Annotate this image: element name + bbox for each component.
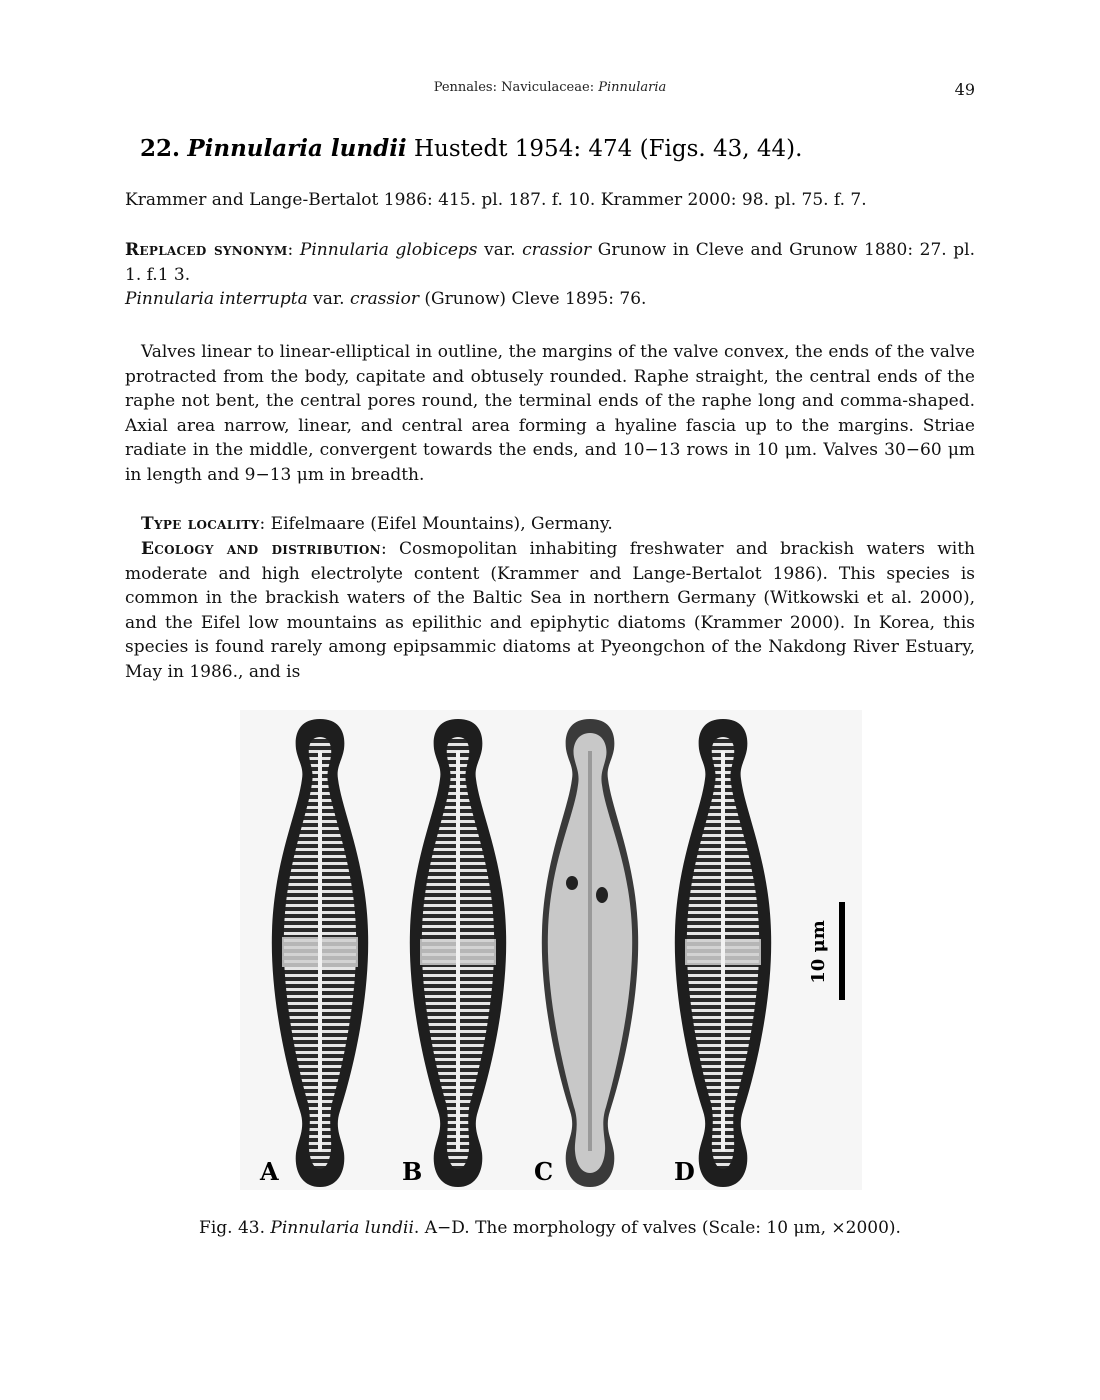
species-name: Pinnularia lundii [187, 135, 407, 162]
panel-label-c: C [534, 1157, 554, 1186]
references: Krammer and Lange-Bertalot 1986: 415. pl. 187. f. 10. Krammer 2000: 98. pl. 75. f. 7. [125, 190, 867, 210]
ecology-paragraph: Ecology and distribution: Cosmopolitan inhabiting freshwater and brackish waters with moderate and high electrolyte content (Krammer and Lange-Bertalot 1986). This species is common in the brackish waters of the Baltic Sea in northern Germany (Witkowski et al. 2000), and the Eifel low mountains as epilithic and epiphytic diatoms (Krammer 2000). In Korea, this species is found rarely among epipsammic diatoms at Pyeongchon of the Nakdong River Estuary, May in 1986., and is [125, 539, 975, 682]
synonym-2-var-name: crassior [349, 289, 419, 309]
species-authority: Hustedt 1954: 474 (Figs. 43, 44). [413, 136, 803, 162]
replaced-synonym: Replaced synonym: Pinnularia globiceps var. crassior Grunow in Cleve and Grunow 1880: 27. pl. 1. f.1 3. Pinnularia interrupta var. crassior (Grunow) Cleve 1895: 76. [125, 240, 975, 309]
running-head-plain: Pennales: Naviculaceae: [433, 80, 599, 95]
diatom-figure [240, 710, 862, 1190]
caption-text: . A−D. The morphology of valves (Scale: 10 μm, ×2000). [413, 1218, 901, 1238]
ecology-label: Ecology and distribution [141, 539, 381, 559]
page-number: 49 [954, 80, 975, 99]
description-paragraph: Valves linear to linear-elliptical in outline, the margins of the valve convex, the ends of the valve protracted from the body, capitate and obtusely rounded. Raphe straight, the central ends of the raphe not bent, the central pores round, the terminal ends of the raphe long and comma-shaped. Axial area narrow, linear, and central area forming a hyaline fascia up to the margins. Striae radiate in the middle, convergent towards the ends, and 10−13 rows in 10 μm. Valves 30−60 μm in length and 9−13 μm in breadth. [125, 342, 975, 485]
panel-label-b: B [402, 1157, 423, 1186]
type-locality: Type locality: Eifelmaare (Eifel Mountains), Germany. [141, 514, 613, 534]
synonym-1-name: Pinnularia globiceps [299, 240, 478, 260]
type-locality-label: Type locality [141, 514, 260, 534]
panel-label-a: A [260, 1157, 279, 1186]
scale-label: 10 μm [808, 920, 829, 984]
synonym-1-var-name: crassior [522, 240, 592, 260]
synonym-2-name: Pinnularia interrupta [125, 289, 308, 309]
species-heading [140, 135, 802, 162]
synonym-2-citation: (Grunow) Cleve 1895: 76. [418, 289, 647, 309]
running-head [0, 80, 1100, 95]
synonym-1-citation: Grunow in Cleve and Grunow 1880: 27. pl. 1. f.1 3. [125, 240, 975, 285]
synonym-2-var: var. [307, 289, 350, 309]
type-locality-text: Eifelmaare (Eifel Mountains), Germany. [265, 514, 613, 534]
figure-caption [0, 1218, 1100, 1238]
species-number: 22. [140, 135, 181, 162]
running-head-genus: Pinnularia [598, 80, 667, 95]
panel-label-d: D [674, 1157, 695, 1186]
ecology-text: Cosmopolitan inhabiting freshwater and brackish waters with moderate and high electrolyte content (Krammer and Lange-Bertalot 1986). This species is common in the brackish waters of the Baltic Sea in northern Germany (Witkowski et al. 2000), and the Eifel low mountains as epilithic and epiphytic diatoms (Krammer 2000). In Korea, this species is found rarely among epipsammic diatoms at Pyeongchon of the Nakdong River Estuary, May in 1986., and is [125, 539, 975, 682]
caption-prefix: Fig. 43. [199, 1218, 271, 1238]
scale-bar [839, 902, 845, 1000]
synonym-label: Replaced synonym [125, 240, 288, 260]
synonym-1-var: var. [477, 240, 523, 260]
caption-species: Pinnularia lundii [270, 1218, 414, 1238]
